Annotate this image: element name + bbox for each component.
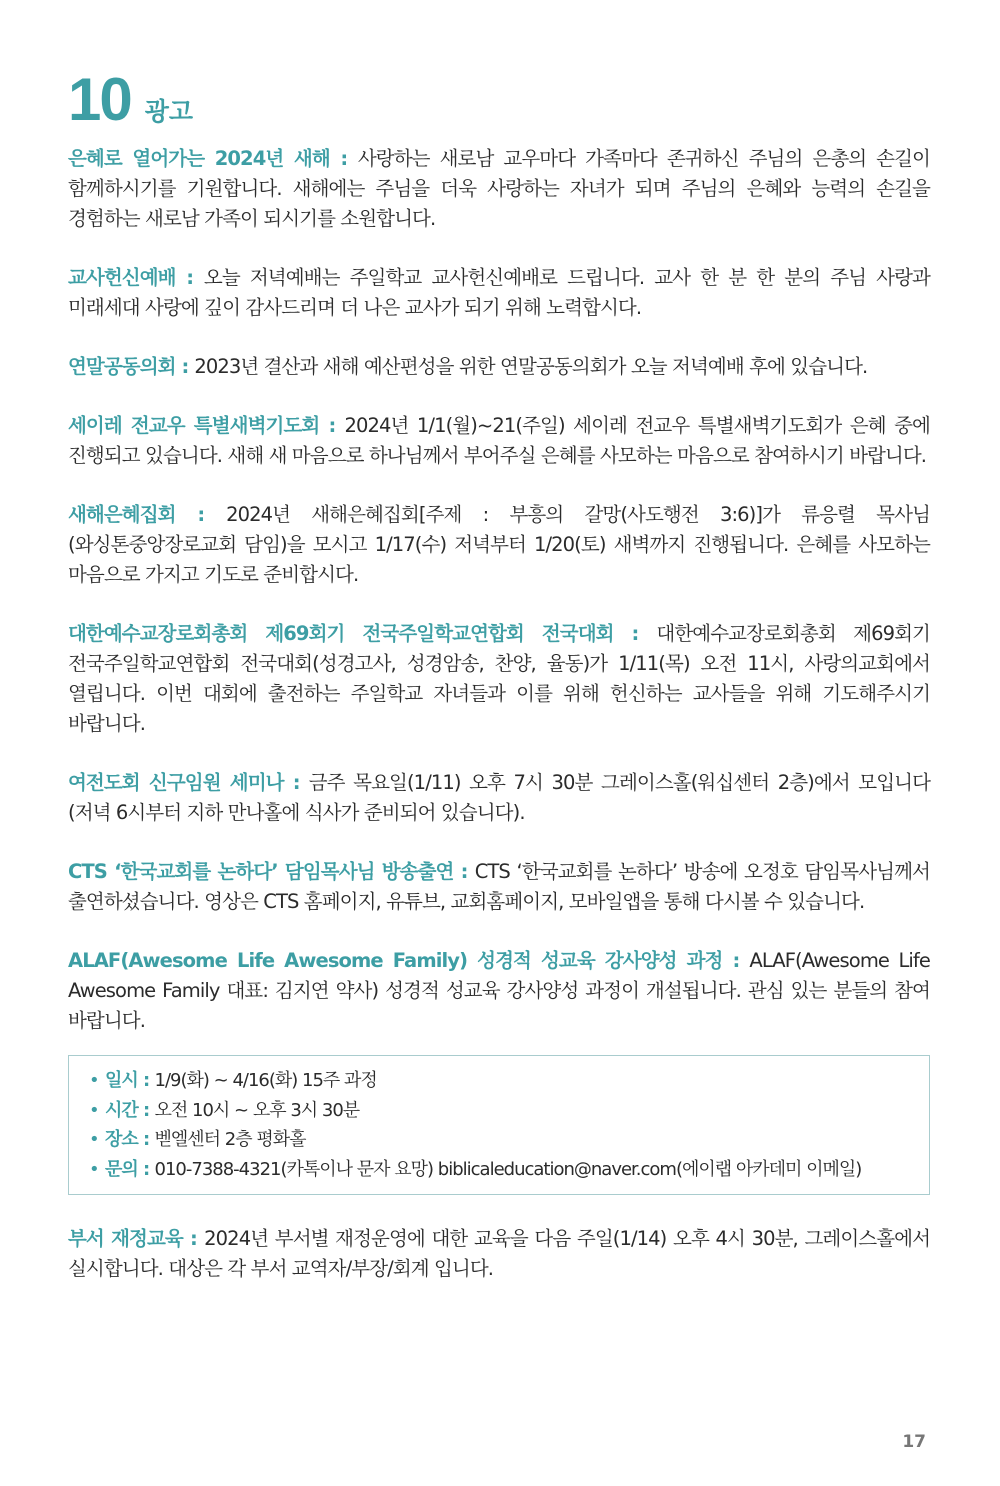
notice-finance-education <box>68 1224 930 1284</box>
notice-sunday-school-convention <box>68 619 930 739</box>
notice-body: 2024년 새해은혜집회[주제 : 부흥의 갈망(사도행전 3:6)]가 류응렬 목사님(와싱톤중앙장로교회 담임)을 모시고 1/17(수) 저녁부터 1/20(토) 새벽까지 진행됩니다. 은혜를 사모하는 마음으로 가지고 기도로 준비합시다. <box>68 503 930 586</box>
notice-body: 2024년 1/1(월)~21(주일) 세이레 전교우 특별새벽기도회가 은혜 중에 진행되고 있습니다. 새해 새 마음으로 하나님께서 부어주실 은혜를 사모하는 마음으로 참여하시기 바랍니다. <box>68 414 930 467</box>
section-header <box>68 66 930 133</box>
info-item-contact <box>89 1155 913 1185</box>
notice-body: CTS ‘한국교회를 논하다’ 방송에 오정호 담임목사님께서 출연하셨습니다. 영상은 CTS 홈페이지, 유튜브, 교회홈페이지, 모바일앱을 통해 다시볼 수 있습니다. <box>68 860 930 913</box>
page-number: 17 <box>902 1432 926 1452</box>
notice-title: 대한예수교장로회총회 제69회기 전국주일학교연합회 전국대회 <box>68 622 614 645</box>
notice-body: 오늘 저녁예배는 주일학교 교사헌신예배로 드립니다. 교사 한 분 한 분의 주님 사랑과 미래세대 사랑에 깊이 감사드리며 더 나은 교사가 되기 위해 노력합시다. <box>68 266 930 319</box>
notice-alaf-course <box>68 946 930 1036</box>
notice-body: ALAF(Awesome Life Awesome Family 대표: 김지연 약사) 성경적 성교육 강사양성 과정이 개설됩니다. 관심 있는 분들의 참여 바랍니다. <box>68 949 930 1032</box>
notice-body: 사랑하는 새로남 교우마다 가족마다 존귀하신 주님의 은총의 손길이 함께하시기를 기원합니다. 새해에는 주님을 더욱 사랑하는 자녀가 되며 주님의 은혜와 능력의 손길을 경험하는 새로남 가족이 되시기를 소원합니다. <box>68 147 930 230</box>
info-label: 장소 : <box>105 1129 155 1150</box>
notice-teacher-dedication <box>68 263 930 323</box>
notice-body: 2023년 결산과 새해 예산편성을 위한 연말공동의회가 오늘 저녁예배 후에 있습니다. <box>194 355 868 378</box>
notice-officers-seminar <box>68 768 930 828</box>
notice-separator: : <box>175 266 204 289</box>
notice-separator: : <box>175 503 227 526</box>
alaf-info-box <box>68 1055 930 1195</box>
notice-title: 부서 재정교육 <box>68 1227 183 1250</box>
section-title: 광고 <box>144 97 194 126</box>
notice-body: 2024년 부서별 재정운영에 대한 교육을 다음 주일(1/14) 오후 4시 30분, 그레이스홀에서 실시합니다. 대상은 각 부서 교역자/부장/회계 입니다. <box>68 1227 931 1280</box>
notice-title: 교사헌신예배 <box>68 266 176 289</box>
notice-separator: : <box>182 1227 205 1250</box>
bullet-icon: • <box>89 1099 99 1121</box>
notice-title: 은혜로 열어가는 2024년 새해 <box>68 147 330 170</box>
info-label: 문의 : <box>105 1158 155 1180</box>
notice-dawn-prayer <box>68 411 930 471</box>
info-value: 010-7388-4321(카톡이나 문자 요망) biblicaleducation@naver.com(에이랩 아카데미 이메일) <box>154 1158 862 1180</box>
page-content <box>68 66 931 1313</box>
notice-year-end-meeting <box>68 352 930 382</box>
notice-separator: : <box>329 147 358 170</box>
info-value: 1/9(화) ~ 4/16(화) 15주 과정 <box>154 1070 377 1091</box>
notice-separator: : <box>722 949 750 972</box>
info-item-place <box>89 1125 913 1155</box>
section-number: 10 <box>68 66 131 133</box>
notice-separator: : <box>453 860 475 883</box>
notice-new-year <box>68 144 930 234</box>
info-value: 벧엘센터 2층 평화홀 <box>154 1129 306 1150</box>
bullet-icon: • <box>89 1129 99 1150</box>
notice-title: 세이레 전교우 특별새벽기도회 <box>68 414 320 437</box>
info-label: 일시 : <box>105 1070 155 1091</box>
info-item-date <box>89 1066 913 1096</box>
notice-title: 여전도회 신구임원 세미나 <box>68 771 284 794</box>
notice-revival-meeting <box>68 500 930 590</box>
notice-title: ALAF(Awesome Life Awesome Family) 성경적 성교육 강사양성 과정 <box>68 949 723 972</box>
notice-title: 연말공동의회 <box>68 355 176 378</box>
notice-title: 새해은혜집회 <box>68 503 176 526</box>
notice-separator: : <box>319 414 345 437</box>
notice-title: CTS ‘한국교회를 논하다’ 담임목사님 방송출연 <box>68 860 454 883</box>
notice-body: 대한예수교장로회총회 제69회기 전국주일학교연합회 전국대회(성경고사, 성경암송, 찬양, 율동)가 1/11(목) 오전 11시, 사랑의교회에서 열립니다. 이번 대회에 출전하는 주일학교 자녀들과 이를 위해 헌신하는 교사들을 위해 기도해주시기 바랍니다. <box>68 622 931 735</box>
info-item-time <box>89 1096 913 1126</box>
notice-body: 금주 목요일(1/11) 오후 7시 30분 그레이스홀(워십센터 2층)에서 모입니다 (저녁 6시부터 지하 만나홀에 식사가 준비되어 있습니다). <box>68 771 931 824</box>
bullet-icon: • <box>89 1158 99 1180</box>
notice-separator: : <box>175 355 195 378</box>
info-label: 시간 : <box>105 1099 155 1121</box>
notice-separator: : <box>283 771 309 794</box>
bullet-icon: • <box>89 1070 99 1091</box>
notice-cts-broadcast <box>68 857 930 917</box>
info-value: 오전 10시 ~ 오후 3시 30분 <box>154 1099 360 1121</box>
notice-separator: : <box>613 622 657 645</box>
